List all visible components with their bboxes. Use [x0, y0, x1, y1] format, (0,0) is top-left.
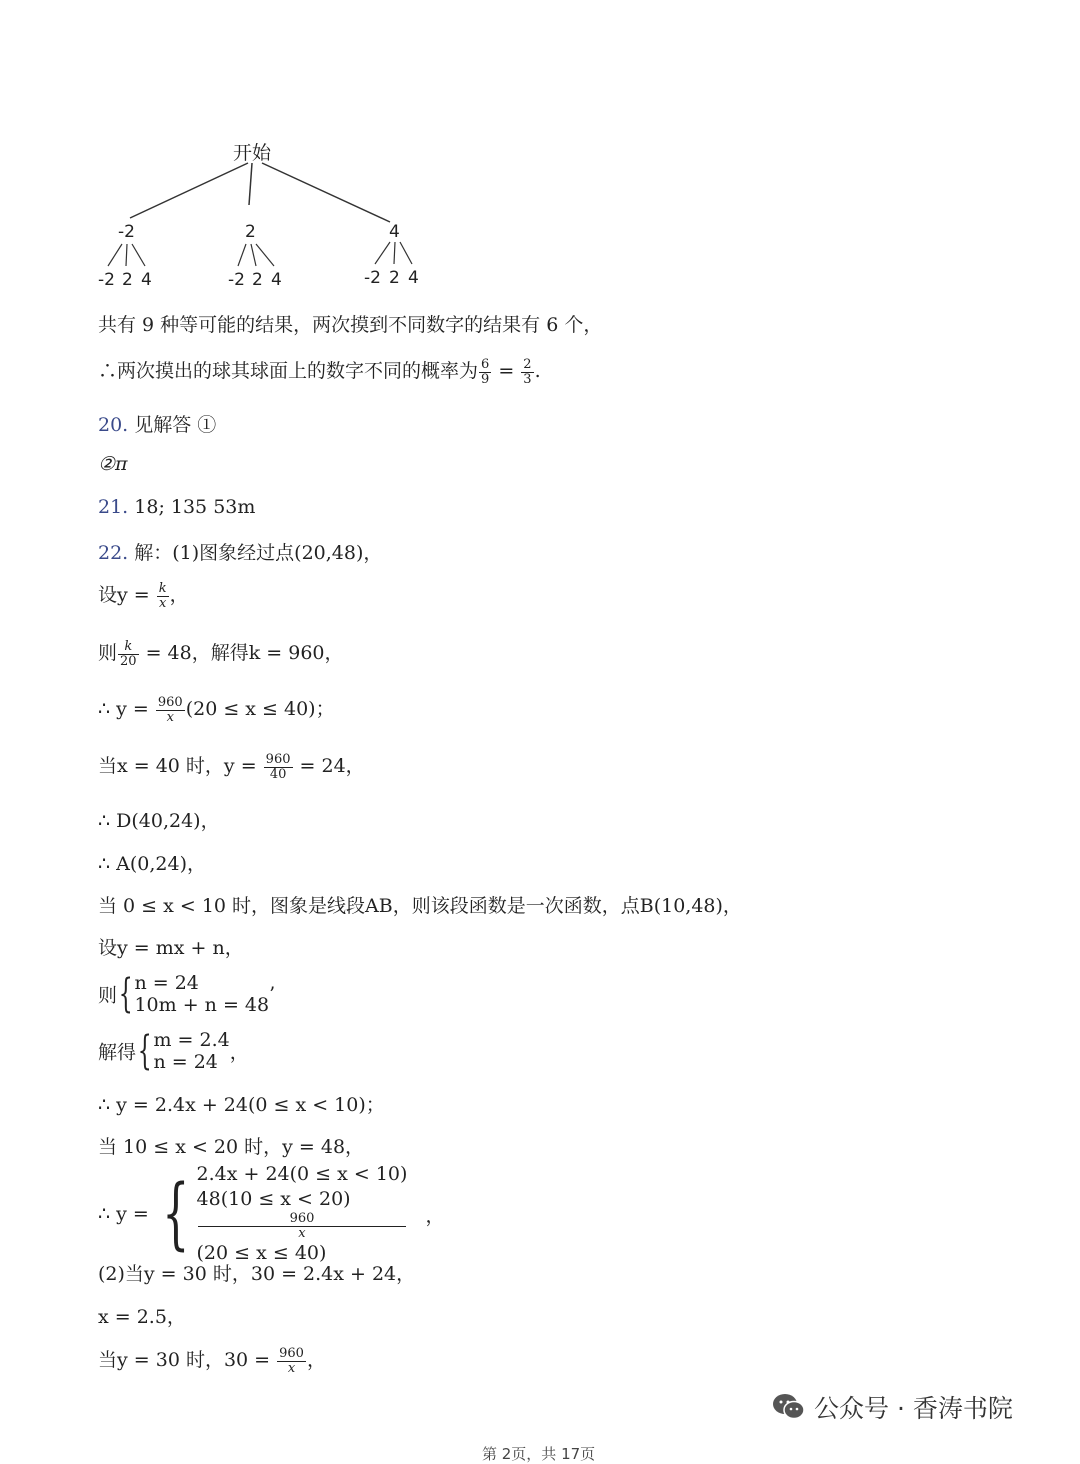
piece-row: 48(10 ≤ x < 20) [196, 1188, 351, 1210]
text-segment: ∴ y = [98, 1203, 155, 1225]
text-segment: 设y = [98, 584, 156, 606]
numerator: k [158, 580, 167, 596]
tree-leaf: 2 [252, 270, 263, 290]
question-number: 21. [98, 496, 129, 518]
text-segment: (20 ≤ x ≤ 40) [196, 1242, 327, 1264]
text-segment: ’ [269, 983, 276, 1005]
text-segment: 解得 [98, 1041, 137, 1064]
tree-leaf: -2 [364, 268, 381, 288]
denominator: 9 [481, 371, 490, 387]
text-segment: = 48，解得k = 960， [139, 642, 344, 664]
question-22 [98, 538, 382, 565]
fraction [118, 640, 139, 669]
denominator: x [298, 1226, 306, 1241]
text-segment: = [492, 360, 521, 382]
numerator: 2 [523, 356, 532, 372]
formula-line [98, 694, 335, 725]
tree-leaf: 4 [141, 270, 152, 290]
tree-level1-node: 4 [389, 222, 400, 242]
text-segment: 当x = 40 时，y = [98, 755, 263, 777]
fraction [156, 696, 185, 725]
denominator: 40 [269, 766, 287, 782]
text-line: 设y = mx + n， [98, 937, 244, 959]
text-line: ∴ A(0,24)， [98, 853, 206, 875]
denominator: x [287, 1360, 296, 1376]
text-line: 当 0 ≤ x < 10 时，图象是线段AB，则该段函数是一次函数，点B(10,48)， [98, 895, 742, 917]
question-21 [98, 496, 255, 518]
text-segment: 18; 135 53m [134, 496, 256, 518]
denominator: 20 [120, 653, 137, 669]
fraction [157, 582, 169, 611]
fraction [479, 358, 491, 387]
piece-row [197, 1212, 408, 1266]
question-number: 20. [98, 414, 129, 436]
tree-leaf: -2 [98, 270, 115, 290]
tree-leaf: -2 [228, 270, 245, 290]
brace-icon: { [162, 1169, 190, 1259]
text-segment: ∴ y = [98, 698, 155, 720]
equation-system [98, 972, 275, 1016]
text-segment: 解：(1)图象经过点(20,48)， [134, 542, 383, 564]
text-segment: = 24， [293, 755, 365, 777]
text-segment: ， [306, 1349, 326, 1371]
text-line: ∴ D(40,24)， [98, 810, 220, 832]
text-segment: ， [169, 584, 189, 606]
numerator: 960 [265, 751, 291, 767]
equation-row: n = 24 [134, 972, 199, 994]
brace-icon: { [118, 971, 133, 1017]
text-segment: ， [229, 1041, 249, 1064]
text-line: x = 2.5， [98, 1306, 186, 1328]
tree-diagram [0, 0, 1080, 300]
brace-icon: { [137, 1028, 152, 1074]
numerator: k [118, 640, 139, 655]
text-line: 共有 9 种等可能的结果，两次摸到不同数字的结果有 6 个， [98, 314, 603, 336]
text-segment: 当y = 30 时，30 = [98, 1349, 277, 1371]
wechat-icon [772, 1392, 806, 1422]
piecewise-function [98, 1162, 444, 1266]
question-20 [98, 410, 216, 437]
denominator: x [166, 709, 174, 725]
equation-system [98, 1029, 249, 1073]
tree-leaf: 4 [408, 268, 419, 288]
tree-root: 开始 [233, 142, 272, 164]
denominator: 3 [523, 371, 532, 387]
equation-row: 10m + n = 48 [134, 994, 270, 1016]
formula-line [98, 638, 344, 669]
fraction [264, 753, 293, 782]
system-rows [153, 1029, 229, 1073]
text-line: 当 10 ≤ x < 20 时，y = 48， [98, 1136, 365, 1158]
formula-line [98, 580, 189, 611]
fraction [521, 358, 533, 387]
tree-leaf: 2 [122, 270, 133, 290]
formula-line [98, 1345, 326, 1376]
equation-row: m = 2.4 [153, 1029, 230, 1051]
piecewise-rows [197, 1162, 408, 1266]
page-footer: 第 2页，共 17页 [482, 1445, 596, 1463]
question-number: 22. [98, 542, 129, 564]
system-rows [134, 972, 269, 1016]
text-line: ②π [98, 453, 128, 475]
piece-row: 2.4x + 24(0 ≤ x < 10) [196, 1163, 408, 1185]
formula-line [98, 751, 365, 782]
numerator: 6 [481, 356, 490, 372]
text-segment: (20 ≤ x ≤ 40)； [185, 698, 335, 720]
tree-level1-node: -2 [118, 222, 135, 242]
tree-level1-node: 2 [245, 222, 256, 242]
probability-line [98, 356, 541, 387]
numerator: 960 [157, 694, 183, 710]
denominator: x [159, 595, 167, 611]
text-segment: ， [425, 1204, 445, 1227]
tree-leaf: 2 [389, 268, 400, 288]
text-segment: . [534, 360, 541, 382]
tree-leaf: 4 [271, 270, 282, 290]
text-segment: 则 [98, 642, 118, 664]
equation-row: n = 24 [153, 1051, 218, 1073]
fraction [198, 1212, 407, 1241]
text-line: ∴ y = 2.4x + 24(0 ≤ x < 10)； [98, 1094, 385, 1116]
text-segment: 见解答 ① [134, 414, 217, 436]
fraction [277, 1347, 306, 1376]
numerator: 960 [279, 1345, 304, 1361]
numerator: 960 [198, 1212, 407, 1227]
wechat-watermark [772, 1389, 1013, 1425]
watermark-label: 公众号 · 香涛书院 [814, 1394, 1013, 1423]
text-line: (2)当y = 30 时，30 = 2.4x + 24， [98, 1263, 416, 1285]
text-segment: 则 [98, 984, 118, 1007]
text-segment: ∴两次摸出的球其球面上的数字不同的概率为 [98, 360, 479, 382]
